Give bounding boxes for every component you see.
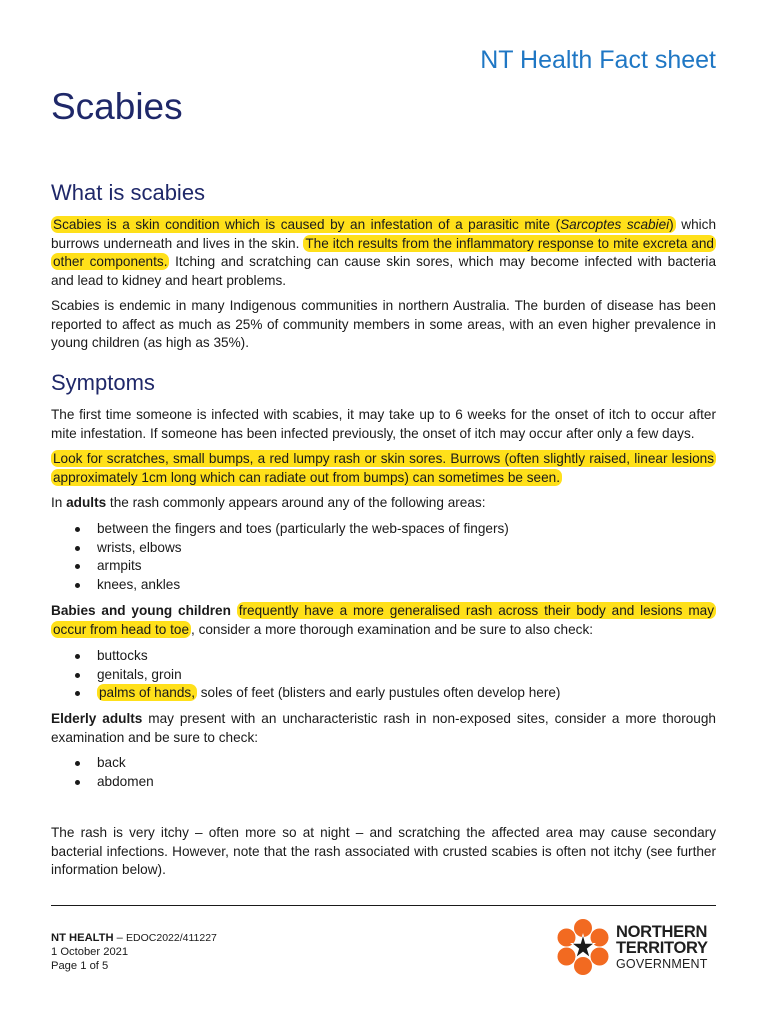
highlight-mite-cause: Scabies is a skin condition which is caused by an infestation of a parasitic mite (Sarcoptes scabiei)	[53, 217, 674, 232]
species-name: Sarcoptes scabiei	[560, 217, 670, 232]
adults-list	[51, 520, 509, 594]
footer-divider	[51, 905, 716, 906]
symptoms-paragraph-2	[51, 450, 716, 487]
list-item: armpits	[51, 557, 509, 576]
symptoms-paragraph-1: The first time someone is infected with scabies, it may take up to 6 weeks for the onset of itch to occur after mite infestation. If someone has been infected previously, the onset of itch may occur after only a few days.	[51, 407, 716, 441]
list-item: back	[51, 754, 154, 773]
elderly-intro: Elderly adults may present with an uncharacteristic rash in non-exposed sites, consider a more thorough examination and be sure to check:	[51, 711, 716, 745]
list-item: abdomen	[51, 773, 154, 792]
list-item: between the fingers and toes (particularly the web-spaces of fingers)	[51, 520, 509, 539]
babies-intro: Babies and young children frequently have a more generalised rash across their body and lesions may occur from head to toe , consider a more thorough examination and be sure to also check:	[51, 603, 714, 637]
section-heading-symptoms: Symptoms	[51, 370, 155, 395]
elderly-list	[51, 754, 154, 791]
list-item: knees, ankles	[51, 576, 509, 595]
what-paragraph-2: Scabies is endemic in many Indigenous communities in northern Australia. The burden of disease has been reported to affect as much as 25% of community members in some areas, with an even higher prevalence in young children (as high as 35%).	[51, 298, 716, 350]
footer-doc-line: NT HEALTH – EDOC2022/411227	[51, 932, 217, 944]
factsheet-label: NT Health Fact sheet	[480, 46, 716, 74]
footer-doc-code: EDOC2022/411227	[126, 932, 217, 944]
footer-page-number: Page 1 of 5	[51, 960, 109, 972]
babies-list	[51, 647, 560, 703]
what-paragraph-1: Scabies is a skin condition which is caused by an infestation of a parasitic mite (Sarcoptes scabiei) which burrows underneath and lives in the skin. The itch results from the inflammatory response to mite excreta and other components. Itching and scratching can cause skin sores, which may become infected with bacteria and lead to kidney and heart problems.	[51, 217, 717, 288]
closing-paragraph: The rash is very itchy – often more so at night – and scratching the affected area may cause secondary bacterial infections. However, note that the rash associated with crusted scabies is often not itchy (see further information below).	[51, 825, 716, 877]
adults-intro: In adults the rash commonly appears around any of the following areas:	[51, 495, 486, 510]
highlight-generalised-rash: frequently have a more generalised rash across their body and lesions may occur from head to toe	[53, 603, 714, 637]
list-item: genitals, groin	[51, 666, 560, 685]
page-title: Scabies	[51, 86, 183, 127]
desert-rose-icon	[554, 918, 612, 976]
highlight-itch-cause: The itch results from the inflammatory response to mite excreta and other components.	[53, 235, 714, 269]
highlight-palms: palms of hands,	[99, 685, 195, 701]
list-item: buttocks	[51, 647, 560, 666]
footer	[51, 931, 217, 973]
footer-date: 1 October 2021	[51, 946, 129, 958]
highlight-look-for: Look for scratches, small bumps, a red lumpy rash or skin sores. Burrows (often slightly raised, linear lesions approximately 1cm long which can radiate out from bumps) can sometimes be seen.	[53, 451, 714, 485]
logo-wordmark: NORTHERN TERRITORY GOVERNMENT	[616, 923, 708, 971]
nt-government-logo	[554, 918, 716, 976]
list-item: wrists, elbows	[51, 539, 509, 558]
list-item: palms of hands, soles of feet (blisters and early pustules often develop here)	[51, 684, 560, 703]
footer-org: NT HEALTH	[51, 932, 114, 944]
section-heading-what-is-scabies: What is scabies	[51, 180, 206, 205]
